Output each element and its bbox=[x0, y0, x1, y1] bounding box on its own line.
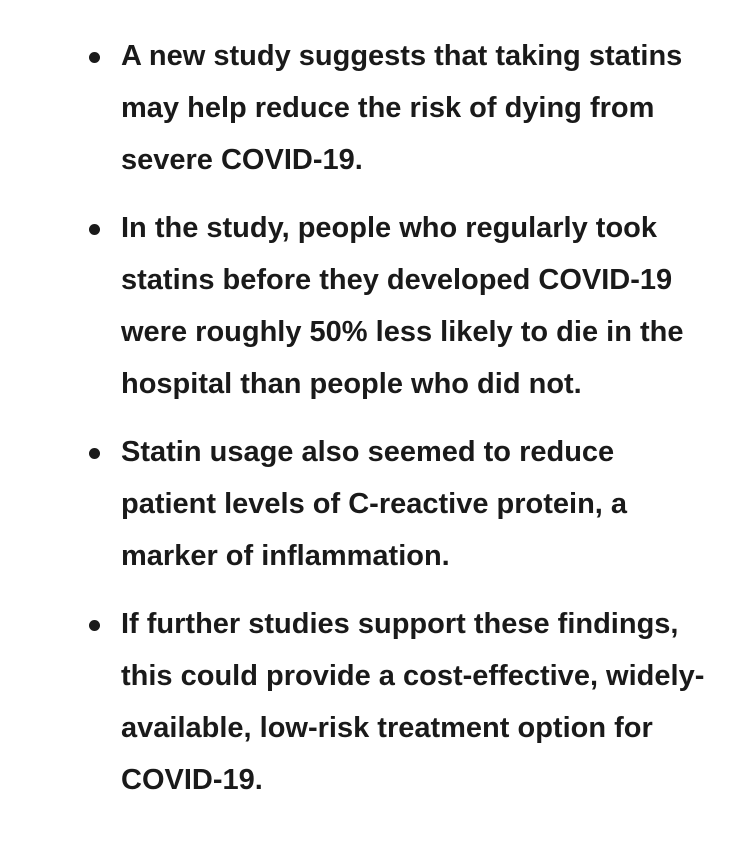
list-item bbox=[0, 202, 750, 410]
bullet-text: If further studies support these findings, this could provide a cost-effective, widely-available, low-risk treatment option for COVID-19. bbox=[121, 608, 705, 796]
bullet-icon bbox=[89, 224, 100, 235]
bullet-text: A new study suggests that taking statins may help reduce the risk of dying from severe COVID-19. bbox=[121, 40, 683, 176]
bullet-text: In the study, people who regularly took statins before they developed COVID-19 were roughly 50% less likely to die in the hospital than people who did not. bbox=[121, 212, 684, 400]
bullet-icon bbox=[89, 620, 100, 631]
bullet-text: Statin usage also seemed to reduce patient levels of C-reactive protein, a marker of inflammation. bbox=[121, 436, 628, 572]
key-points-list bbox=[0, 30, 750, 822]
list-item bbox=[0, 598, 750, 806]
bullet-icon bbox=[89, 448, 100, 459]
bullet-icon bbox=[89, 52, 100, 63]
list-item bbox=[0, 426, 750, 582]
list-item bbox=[0, 30, 750, 186]
